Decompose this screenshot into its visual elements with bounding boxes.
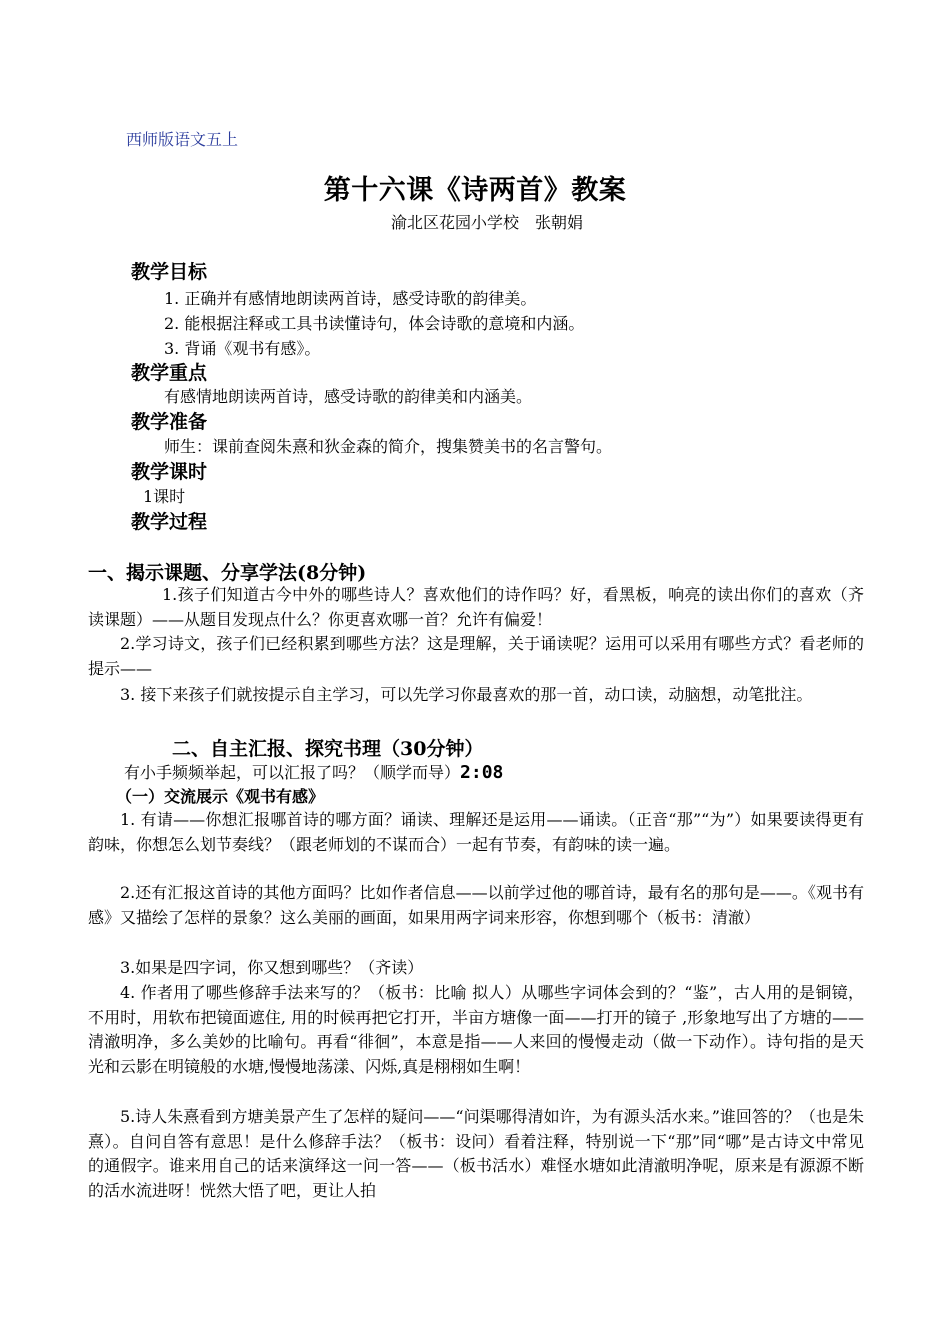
goal-item: 3. 背诵《观书有感》。 <box>164 339 321 358</box>
textbook-series-label: 西师版语文五上 <box>126 130 239 149</box>
part2-subheading: （一）交流展示《观书有感》 <box>116 787 325 806</box>
part2-paragraph-2: 2.还有汇报这首诗的其他方面吗？比如作者信息——以前学过他的哪首诗，最有名的那句是——。《观书有感》又描绘了怎样的景象？这么美丽的画面，如果用两字词来形容，你想到哪个（板书：清澈） <box>88 883 864 927</box>
part1-paragraph-2: 2.学习诗文，孩子们已经积累到哪些方法？这是理解，关于诵读呢？运用可以采用有哪些方式？看老师的提示—— <box>88 634 864 678</box>
part2-intro <box>124 760 503 783</box>
part2-paragraph-3: 3.如果是四字词，你又想到哪些？（齐读） <box>120 958 424 977</box>
focus-text: 有感情地朗读两首诗，感受诗歌的韵律美和内涵美。 <box>164 387 533 406</box>
prep-text: 师生：课前查阅朱熹和狄金森的简介，搜集赞美书的名言警句。 <box>164 437 613 456</box>
goal-item: 2. 能根据注释或工具书读懂诗句，体会诗歌的意境和内涵。 <box>164 314 585 333</box>
process-heading: 教学过程 <box>131 511 208 533</box>
part2-paragraph-1: 1. 有请——你想汇报哪首诗的哪方面？诵读、理解还是运用——诵读。（正音“那”“为”）如果要读得更有韵味，你想怎么划节奏线？（跟老师划的不谋而合）一起有节奏，有韵味的读一遍。 <box>88 810 864 854</box>
part1-paragraph-1: 1.孩子们知道古今中外的哪些诗人？喜欢他们的诗作吗？好，看黑板，响亮的读出你们的喜欢（齐读课题）——从题目发现点什么？你更喜欢哪一首？允许有偏爱！ <box>88 585 864 629</box>
part1-paragraph-3: 3. 接下来孩子们就按提示自主学习，可以先学习你最喜欢的那一首，动口读，动脑想，动笔批注。 <box>120 685 813 704</box>
goal-item: 1. 正确并有感情地朗读两首诗，感受诗歌的韵律美。 <box>164 289 537 308</box>
part2-heading: 二、自主汇报、探究书理（30分钟） <box>172 738 484 760</box>
prep-heading: 教学准备 <box>131 411 208 433</box>
page-title: 第十六课《诗两首》教案 <box>323 175 627 206</box>
part2-paragraph-5: 5.诗人朱熹看到方塘美景产生了怎样的疑问——“问渠哪得清如许，为有源头活水来。”谁回答的？（也是朱熹）。自问自答有意思！是什么修辞手法？（板书：设问）看着注释，特别说一下“那”同“哪”是古诗文中常见的通假字。谁来用自己的话来演绎这一问一答——（板书活水）难怪水塘如此清澈明净呢，原来是有源源不断的活水流进呀！恍然大悟了吧，更让人拍 <box>88 1107 864 1200</box>
focus-heading: 教学重点 <box>131 362 208 384</box>
part2-paragraph-4: 4. 作者用了哪些修辞手法来写的？（板书：比喻 拟人）从哪些字词体会到的？“鉴”，古人用的是铜镜，不用时，用软布把镜面遮住, 用的时候再把它打开，半亩方塘像一面——打开的镜子 ,形象地写出了方塘的——清澈明净，多么美妙的比喻句。再看“徘徊”，本意是指——人来回的慢慢走动（做一下动作）。诗句指的是天光和云影在明镜般的水塘,慢慢地荡漾、闪烁,真是栩栩如生啊！ <box>88 983 864 1076</box>
author-line: 渝北区花园小学校 张朝娟 <box>390 213 583 232</box>
hours-heading: 教学课时 <box>131 461 208 483</box>
elapsed-time: 2:08 <box>460 762 504 783</box>
part1-heading: 一、揭示课题、分享学法(8分钟) <box>88 562 367 584</box>
hours-text: 1课时 <box>143 487 186 506</box>
part2-intro-text: 有小手频频举起，可以汇报了吗？（顺学而导） <box>124 763 461 782</box>
goals-heading: 教学目标 <box>131 261 208 283</box>
